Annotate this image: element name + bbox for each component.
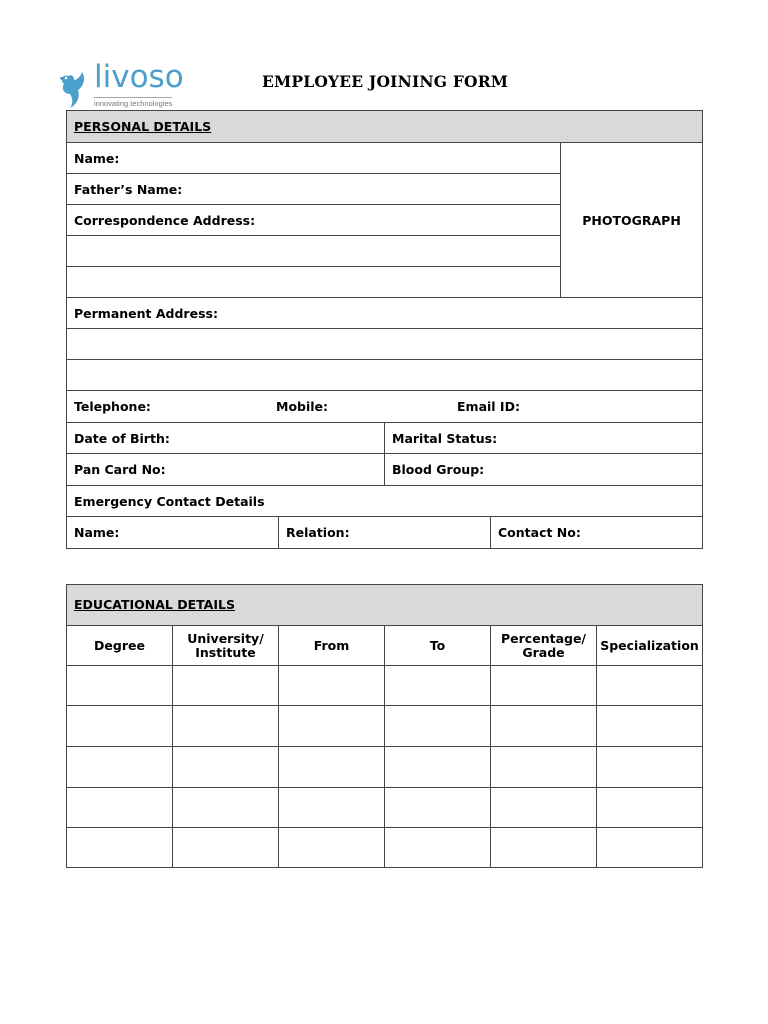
permanent-address-line-3[interactable] [67,360,703,391]
col-degree: Degree [67,626,173,666]
table-cell[interactable] [385,788,491,828]
photograph-box[interactable]: PHOTOGRAPH [561,143,703,298]
table-cell[interactable] [491,747,597,788]
table-cell[interactable] [597,788,703,828]
table-cell[interactable] [279,706,385,747]
table-row [67,706,703,747]
table-cell[interactable] [279,666,385,706]
correspondence-address-field[interactable]: Correspondence Address: [67,205,561,236]
table-cell[interactable] [279,747,385,788]
form-title: EMPLOYEE JOINING FORM [262,72,509,91]
educational-details-table [66,584,703,868]
col-to: To [385,626,491,666]
telephone-label: Telephone: [74,399,151,414]
table-cell[interactable] [597,828,703,868]
table-cell[interactable] [67,666,173,706]
emergency-contact-heading: Emergency Contact Details [67,486,703,517]
col-percentage: Percentage/ Grade [491,626,597,666]
table-row [67,788,703,828]
col-university: University/ Institute [173,626,279,666]
email-label: Email ID: [457,399,520,414]
table-cell[interactable] [173,788,279,828]
marital-status-field[interactable]: Marital Status: [385,423,703,454]
table-cell[interactable] [279,828,385,868]
logo-wordmark: livoso [94,59,184,95]
table-row [67,828,703,868]
col-specialization: Specialization [597,626,703,666]
table-cell[interactable] [385,828,491,868]
table-cell[interactable] [385,747,491,788]
correspondence-address-line-2[interactable] [67,236,561,267]
table-cell[interactable] [491,828,597,868]
name-field[interactable]: Name: [67,143,561,174]
col-from: From [279,626,385,666]
company-logo [58,59,188,112]
table-cell[interactable] [67,747,173,788]
emergency-relation-field[interactable]: Relation: [279,517,491,549]
table-cell[interactable] [597,666,703,706]
table-cell[interactable] [67,828,173,868]
table-cell[interactable] [385,666,491,706]
bird-logo-icon [58,68,92,108]
table-cell[interactable] [173,747,279,788]
personal-details-table [66,110,703,549]
fathers-name-field[interactable]: Father’s Name: [67,174,561,205]
table-cell[interactable] [385,706,491,747]
emergency-name-field[interactable]: Name: [67,517,279,549]
educational-details-header: EDUCATIONAL DETAILS [67,585,703,626]
logo-tagline: innovating technologies [94,99,173,108]
table-cell[interactable] [491,788,597,828]
pan-card-field[interactable]: Pan Card No: [67,454,385,486]
table-cell[interactable] [491,706,597,747]
contact-row[interactable] [67,391,703,423]
table-row [67,747,703,788]
table-cell[interactable] [173,666,279,706]
dob-field[interactable]: Date of Birth: [67,423,385,454]
table-row [67,666,703,706]
table-cell[interactable] [173,828,279,868]
table-cell[interactable] [173,706,279,747]
table-cell[interactable] [279,788,385,828]
table-cell[interactable] [491,666,597,706]
permanent-address-line-2[interactable] [67,329,703,360]
personal-details-header: PERSONAL DETAILS [67,111,703,143]
table-cell[interactable] [597,706,703,747]
table-cell[interactable] [67,788,173,828]
permanent-address-field[interactable]: Permanent Address: [67,298,703,329]
mobile-label: Mobile: [276,399,329,414]
table-cell[interactable] [597,747,703,788]
blood-group-field[interactable]: Blood Group: [385,454,703,486]
emergency-contact-field[interactable]: Contact No: [491,517,703,549]
table-cell[interactable] [67,706,173,747]
correspondence-address-line-3[interactable] [67,267,561,298]
